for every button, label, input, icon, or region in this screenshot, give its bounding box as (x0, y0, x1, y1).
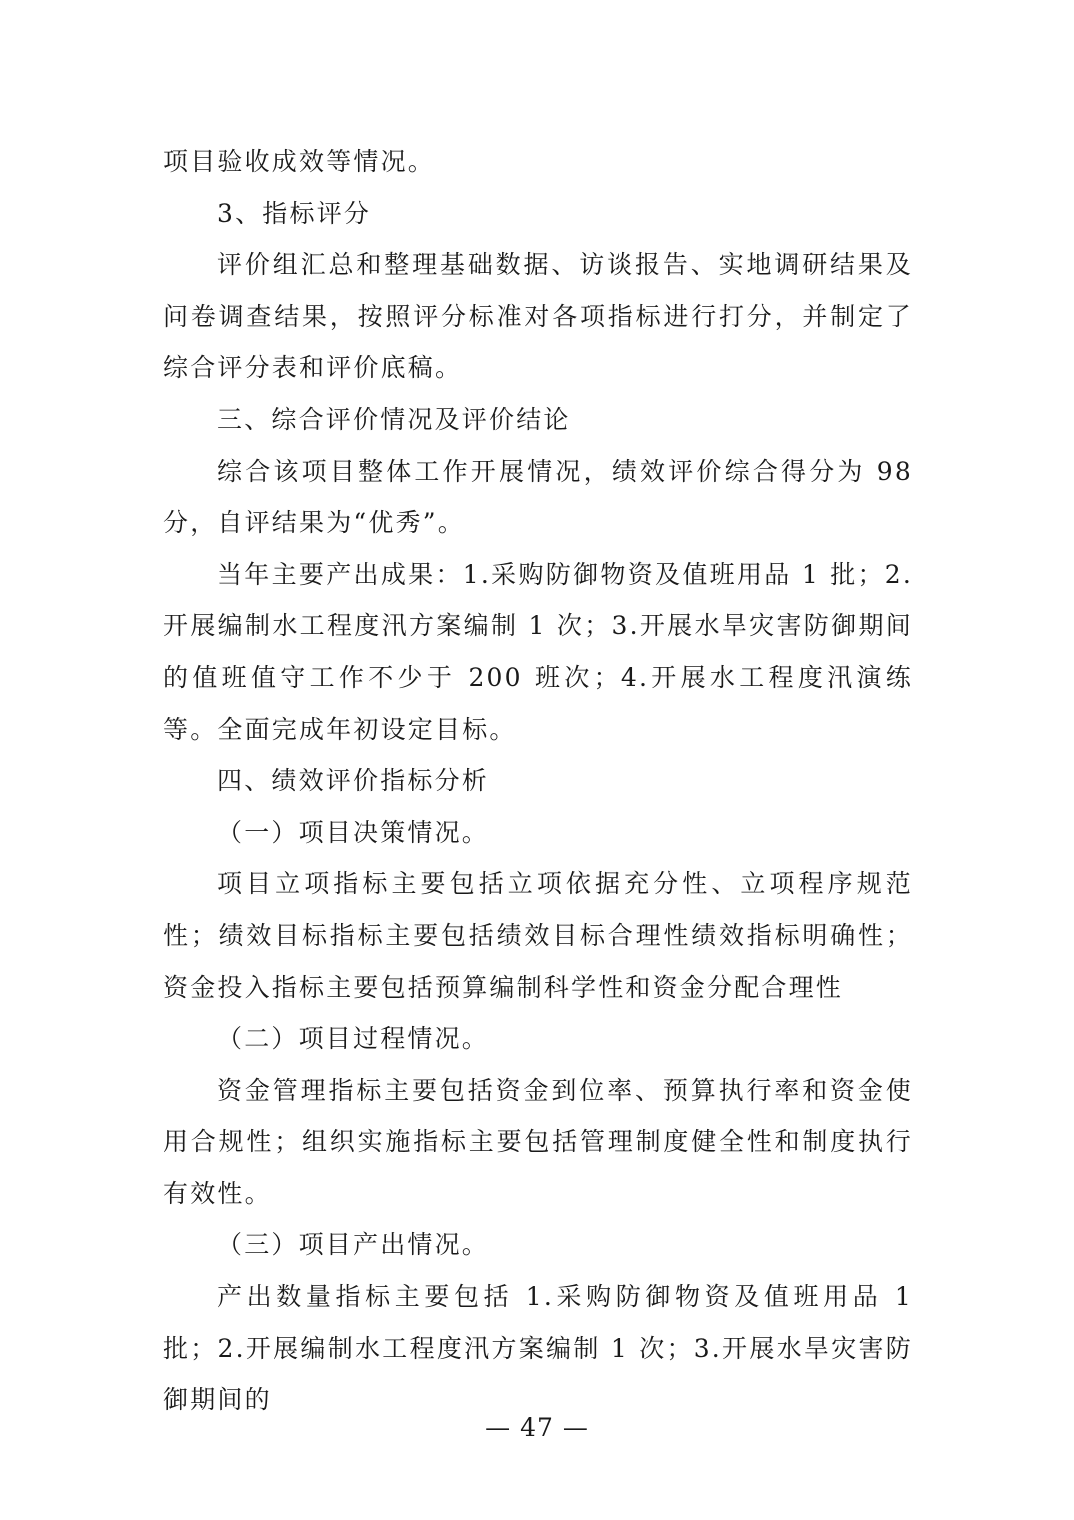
paragraph-main-outputs: 当年主要产出成果：1.采购防御物资及值班用品 1 批；2.开展编制水工程度汛方案编制 1 次；3.开展水旱灾害防御期间的值班值守工作不少于 200 班次；4.开展水工程度汛演练等。全面完成年初设定目标。 (163, 559, 913, 744)
page-number: — 47 — (485, 1413, 589, 1442)
subheading-project-decision: （一）项目决策情况。 (217, 817, 490, 847)
paragraph-project-process: 资金管理指标主要包括资金到位率、预算执行率和资金使用合规性；组织实施指标主要包括管理制度健全性和制度执行有效性。 (163, 1075, 913, 1208)
body-text (163, 136, 913, 1426)
heading-overall-evaluation: 三、综合评价情况及评价结论 (217, 404, 571, 434)
subheading-project-output: （三）项目产出情况。 (217, 1230, 490, 1260)
paragraph-scoring: 评价组汇总和整理基础数据、访谈报告、实地调研结果及问卷调查结果，按照评分标准对各项指标进行打分，并制定了综合评分表和评价底稿。 (163, 250, 913, 383)
subheading-project-process: （二）项目过程情况。 (217, 1024, 490, 1054)
paragraph-project-output: 产出数量指标主要包括 1.采购防御物资及值班用品 1 批；2.开展编制水工程度汛方案编制 1 次；3.开展水旱灾害防御期间的 (163, 1282, 913, 1415)
heading-indicator-analysis: 四、绩效评价指标分析 (217, 766, 490, 796)
paragraph-continuation: 项目验收成效等情况。 (163, 147, 436, 176)
paragraph-overall-score: 综合该项目整体工作开展情况，绩效评价综合得分为 98 分，自评结果为“优秀”。 (163, 456, 913, 538)
paragraph-project-decision: 项目立项指标主要包括立项依据充分性、立项程序规范性；绩效目标指标主要包括绩效目标合理性绩效指标明确性；资金投入指标主要包括预算编制科学性和资金分配合理性 (163, 869, 913, 1002)
subheading-indicator-scoring: 3、指标评分 (217, 198, 372, 228)
